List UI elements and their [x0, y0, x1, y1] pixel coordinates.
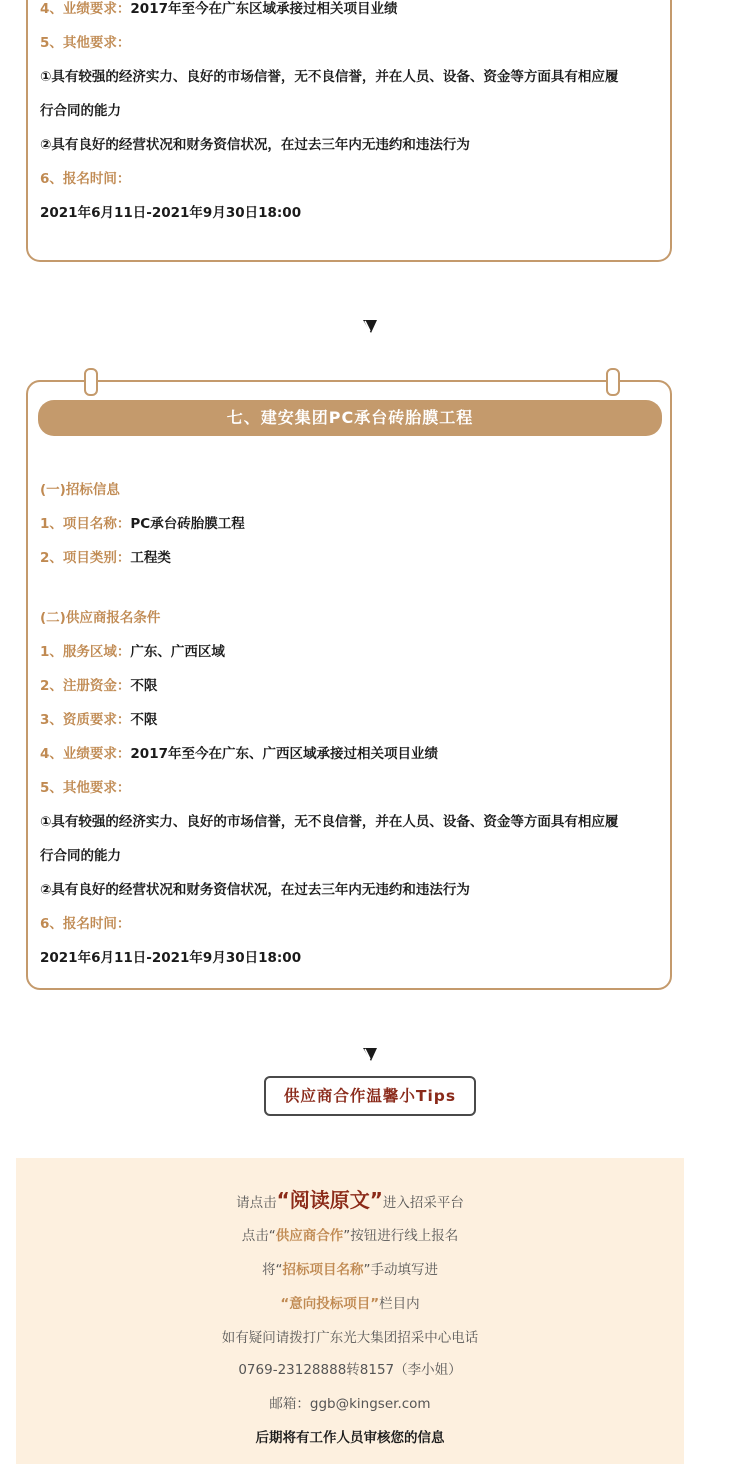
previous-section-card: [26, 0, 672, 262]
row-project-category: 2、项目类别：工程类: [40, 550, 171, 566]
row-bid-info-heading: (一)招标信息: [40, 482, 120, 498]
row-qualification: 3、资质要求：不限: [40, 712, 158, 728]
row-other-requirements: 5、其他要求：: [40, 780, 131, 796]
section-card-construction: [26, 380, 672, 990]
notice-line-phone: 0769-23128888转8157（李小姐）: [238, 1362, 462, 1378]
notice-line-project-name: 将“招标项目名称”手动填写进: [262, 1262, 438, 1278]
row-registration-date: 2021年6月11日-2021年9月30日18:00: [40, 950, 302, 966]
row-requirement-1: ①具有较强的经济实力、良好的市场信誉，无不良信誉，并在人员、设备、资金等方面具有相应履: [40, 814, 619, 830]
row-requirement-2: ②具有良好的经营状况和财务资信状况，在过去三年内无违约和违法行为: [40, 882, 470, 898]
supplier-tips-button[interactable]: 供应商合作温馨小Tips: [264, 1076, 476, 1116]
row-other-requirements: 5、其他要求：: [40, 35, 131, 51]
notice-line-read-original: 请点击“阅读原文”进入招采平台: [236, 1188, 464, 1212]
notice-line-contact: 如有疑问请拨打广东光大集团招采中心电话: [221, 1330, 479, 1346]
notice-line-intended-bid: “意向投标项目”栏目内: [280, 1296, 420, 1312]
down-arrow-icon: [362, 1046, 378, 1062]
row-performance: 4、业绩要求：2017年至今在广东、广西区域承接过相关项目业绩: [40, 746, 438, 762]
binder-hook-icon: [606, 368, 620, 396]
row-requirement-1-cont: 行合同的能力: [40, 103, 121, 119]
row-requirement-1-cont: 行合同的能力: [40, 848, 121, 864]
read-original-link[interactable]: “阅读原文”: [276, 1188, 383, 1212]
row-registered-capital: 2、注册资金：不限: [40, 678, 158, 694]
notice-panel: [16, 1158, 684, 1464]
row-performance: 4、业绩要求：2017年至今在广东区域承接过相关项目业绩: [40, 1, 398, 17]
notice-line-email: 邮箱：ggb@kingser.com: [269, 1396, 431, 1412]
down-arrow-icon: [362, 318, 378, 334]
notice-line-supplier-coop: 点击“供应商合作”按钮进行线上报名: [241, 1228, 459, 1244]
binder-hook-icon: [84, 368, 98, 396]
row-requirement-2: ②具有良好的经营状况和财务资信状况，在过去三年内无违约和违法行为: [40, 137, 470, 153]
section-title: 七、建安集团PC承台砖胎膜工程: [38, 400, 662, 436]
row-registration-time: 6、报名时间：: [40, 916, 131, 932]
row-requirement-1: ①具有较强的经济实力、良好的市场信誉，无不良信誉，并在人员、设备、资金等方面具有相应履: [40, 69, 619, 85]
row-supplier-conditions-heading: (二)供应商报名条件: [40, 610, 161, 626]
notice-line-review: 后期将有工作人员审核您的信息: [255, 1430, 445, 1446]
row-registration-date: 2021年6月11日-2021年9月30日18:00: [40, 205, 302, 221]
row-project-name: 1、项目名称：PC承台砖胎膜工程: [40, 516, 245, 532]
row-service-area: 1、服务区域：广东、广西区域: [40, 644, 225, 660]
row-registration-time: 6、报名时间：: [40, 171, 131, 187]
